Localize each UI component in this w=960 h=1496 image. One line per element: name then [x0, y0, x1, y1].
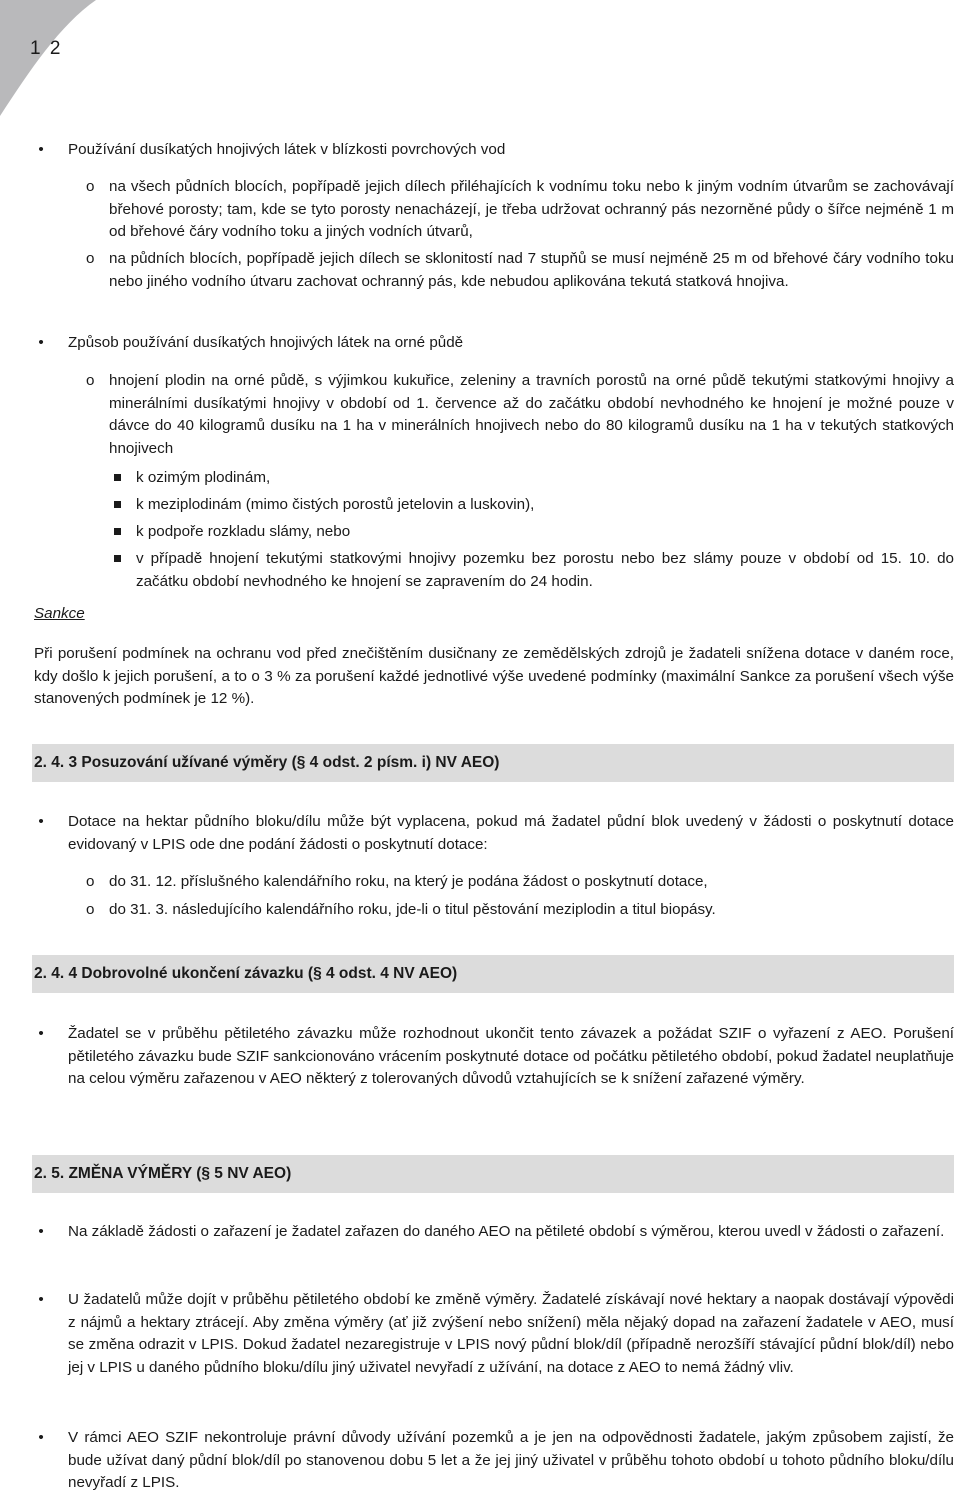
circle-mark: o: [86, 372, 95, 389]
sub-item: [86, 871, 954, 894]
section-heading-band: [32, 744, 954, 782]
sub-item: [86, 899, 954, 922]
section-heading: 2. 5. ZMĚNA VÝMĚRY (§ 5 NV AEO): [34, 1165, 292, 1182]
sub-text: do 31. 12. příslušného kalendářního roku, na který je podána žádost o poskytnutí dotace,: [109, 873, 708, 890]
bullet-mark: •: [38, 1429, 44, 1446]
bullet-text: U žadatelů může dojít v průběhu pětiletého období ke změně výměry. Žadatelé získávají nové hektary a naopak dostávají výpovědi z nájmů a hektary ztrácejí. Aby změna výměry (ať již zvýšení nebo snížení) měla nějaký dopad na zařazení žadatele v AEO, musí se změna odrazit v LPIS. Dokud žadatel nezaregistruje v LPIS nový půdní blok/díl (případně nerozšíří stávající půdní blok/díl) nebo jej v LPIS u daného půdního bloku/dílu jiný uživatel nevyřadí z užívání, na dotace z AEO to nemá žádný vliv.: [68, 1291, 954, 1376]
sub-text: na všech půdních blocích, popřípadě jejich dílech přiléhajících k vodnímu toku nebo k jiným vodním útvarům se zachovávají břehové porosty; tam, kde se tyto porosty nenacházejí, je třeba udržovat ochranný pás nezorněné půdy o šířce nejméně 1 m od břehové čáry vodního toku a jiných vodních útvarů,: [109, 178, 954, 240]
bullet-mark: •: [38, 1291, 44, 1308]
square-item: [112, 494, 954, 517]
bullet-mark: •: [38, 1223, 44, 1240]
bullet-item: [34, 1289, 954, 1379]
section-heading-band: [32, 1155, 954, 1193]
bullet-text: Způsob používání dusíkatých hnojivých látek na orné půdě: [68, 334, 464, 351]
bullet-item: [34, 1221, 954, 1244]
bullet-item: [34, 811, 954, 856]
square-bullet-icon: [114, 528, 121, 535]
bullet-mark: •: [38, 813, 44, 830]
square-item: [112, 521, 954, 544]
bullet-text: Na základě žádosti o zařazení je žadatel zařazen do daného AEO na pětileté období s výměrou, kterou uvedl v žádosti o zařazení.: [68, 1223, 945, 1240]
section-heading: 2. 4. 3 Posuzování užívané výměry (§ 4 odst. 2 písm. i) NV AEO): [34, 754, 500, 771]
sub-item: [86, 370, 954, 460]
circle-mark: o: [86, 250, 95, 267]
bullet-mark: •: [38, 141, 44, 158]
sub-text: hnojení plodin na orné půdě, s výjimkou kukuřice, zeleniny a travních porostů na orné půdě tekutými statkovými hnojivy a minerálními dusíkatými hnojivy v období od 1. července až do začátku období nevhodného ke hnojení je možné pouze v dávce do 40 kilogramů dusíku na 1 ha v minerálních hnojivech nebo do 80 kilogramů dusíku na 1 ha v tekutých statkových hnojivech: [109, 372, 954, 457]
bullet-item: [34, 139, 954, 162]
circle-mark: o: [86, 873, 95, 890]
bullet-mark: •: [38, 334, 44, 351]
circle-mark: o: [86, 178, 95, 195]
sub-text: na půdních blocích, popřípadě jejich dílech se sklonitostí nad 7 stupňů se musí nejméně 25 m od břehové čáry vodního toku nebo jiného vodního útvaru zachovat ochranný pás, kde nebudou aplikována tekutá statková hnojiva.: [109, 250, 954, 290]
sub-item: [86, 248, 954, 293]
bullet-item: [34, 1427, 954, 1495]
square-bullet-icon: [114, 501, 121, 508]
page-number: 1 2: [30, 38, 63, 59]
bullet-text: V rámci AEO SZIF nekontroluje právní důvody užívání pozemků a je jen na odpovědnosti žadatele, jakým způsobem zajistí, že bude užívat daný půdní blok/díl po stanovenou dobu 5 let a že jej jiný uživatel v průběhu tohoto období u tohoto půdního bloku/dílu nevyřadí z LPIS.: [68, 1429, 954, 1491]
square-bullet-icon: [114, 555, 121, 562]
section-heading-band: [32, 955, 954, 993]
square-item-text: k meziplodinám (mimo čistých porostů jetelovin a luskovin),: [136, 496, 535, 513]
square-item-text: v případě hnojení tekutými statkovými hnojivy pozemku bez porostu nebo bez slámy pouze v období od 15. 10. do začátku období nevhodného ke hnojení se zapravením do 24 hodin.: [136, 550, 954, 590]
bullet-mark: •: [38, 1025, 44, 1042]
square-bullet-icon: [114, 474, 121, 481]
square-item: [112, 548, 954, 593]
bullet-item: [34, 332, 954, 355]
square-item: [112, 467, 954, 490]
square-item-text: k podpoře rozkladu slámy, nebo: [136, 523, 351, 540]
sub-item: [86, 176, 954, 244]
sub-text: do 31. 3. následujícího kalendářního roku, jde-li o titul pěstování meziplodin a titul biopásy.: [109, 901, 716, 918]
sankce-label: Sankce: [34, 605, 85, 622]
square-item-text: k ozimým plodinám,: [136, 469, 271, 486]
circle-mark: o: [86, 901, 95, 918]
bullet-text: Používání dusíkatých hnojivých látek v blízkosti povrchových vod: [68, 141, 506, 158]
bullet-text: Dotace na hektar půdního bloku/dílu může být vyplacena, pokud má žadatel půdní blok uvedený v žádosti o poskytnutí dotace evidovaný v LPIS ode dne podání žádosti o poskytnutí dotace:: [68, 813, 954, 853]
bullet-text: Žadatel se v průběhu pětiletého závazku může rozhodnout ukončit tento závazek a požádat SZIF o vyřazení z AEO. Porušení pětiletého závazku bude SZIF sankcionováno vrácením poskytnuté dotace od počátku pětiletého období, pokud žadatel neuplatňuje na celou výměru zařazenou v AEO některý z tolerovaných důvodů vztahujících se k snížení zařazené výměry.: [68, 1025, 954, 1087]
bullet-item: [34, 1023, 954, 1091]
section-heading: 2. 4. 4 Dobrovolné ukončení závazku (§ 4 odst. 4 NV AEO): [34, 965, 458, 982]
sankce-paragraph: Při porušení podmínek na ochranu vod před znečištěním dusičnany ze zemědělských zdrojů je žadateli snížena dotace v daném roce, kdy došlo k jejich porušení, a to o 3 % za porušení každé jednotlivé výše uvedené podmínky (maximální Sankce za porušení všech výše stanovených podmínek je 12 %).: [34, 645, 954, 707]
